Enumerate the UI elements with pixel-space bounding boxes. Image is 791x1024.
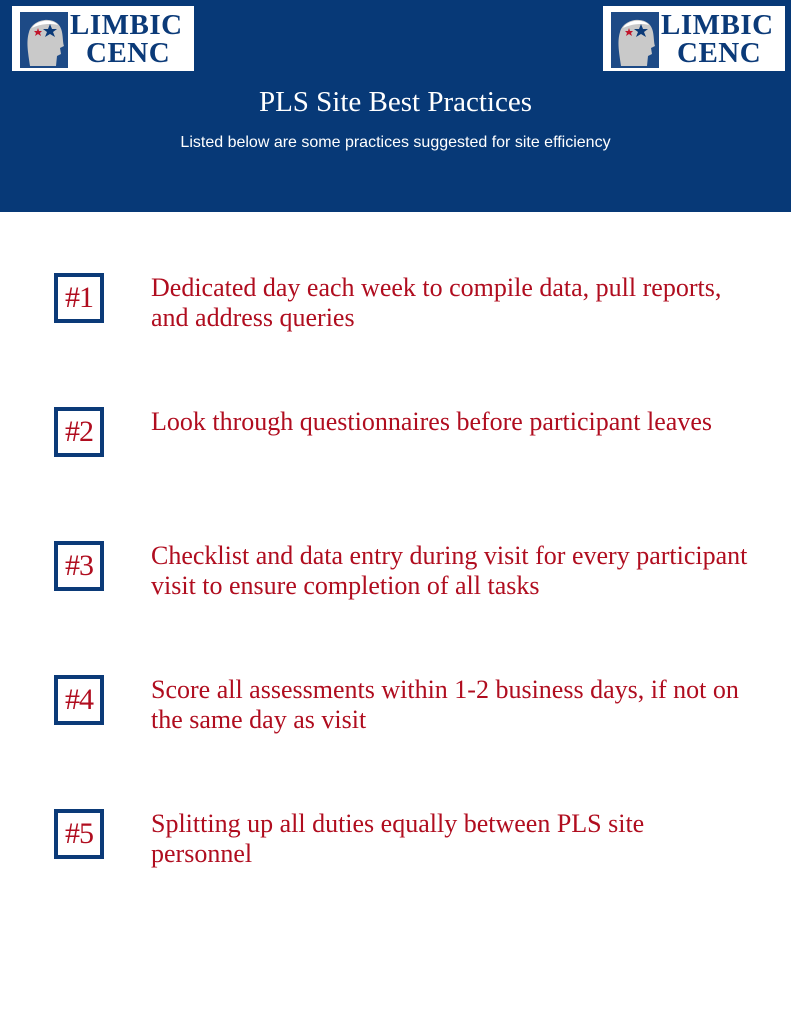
practice-number-badge: #5 xyxy=(54,809,104,859)
practice-number-badge: #3 xyxy=(54,541,104,591)
limbic-cenc-logo-right xyxy=(603,6,785,71)
practice-number-badge: #1 xyxy=(54,273,104,323)
logo-word-cenc: CENC xyxy=(86,37,171,69)
practice-text: Dedicated day each week to compile data, pull reports, and address queries xyxy=(151,273,722,332)
logo-word-limbic: LIMBIC xyxy=(70,9,183,41)
page-subtitle: Listed below are some practices suggested for site efficiency xyxy=(180,134,611,151)
head-profile-icon xyxy=(20,12,68,68)
head-profile-icon xyxy=(611,12,659,68)
practice-text: Checklist and data entry during visit for every participant visit to ensure completion of all tasks xyxy=(151,541,748,600)
practice-text: Look through questionnaires before participant leaves xyxy=(151,407,712,436)
practice-number-badge: #2 xyxy=(54,407,104,457)
logo-word-limbic: LIMBIC xyxy=(661,9,774,41)
page-title: PLS Site Best Practices xyxy=(258,86,533,118)
practice-text: Score all assessments within 1-2 business days, if not on the same day as visit xyxy=(151,675,739,734)
logo-word-cenc: CENC xyxy=(677,37,762,69)
practice-text: Splitting up all duties equally between PLS site personnel xyxy=(151,809,645,868)
header-banner xyxy=(0,0,791,212)
practice-number-badge: #4 xyxy=(54,675,104,725)
limbic-cenc-logo-left xyxy=(12,6,194,71)
